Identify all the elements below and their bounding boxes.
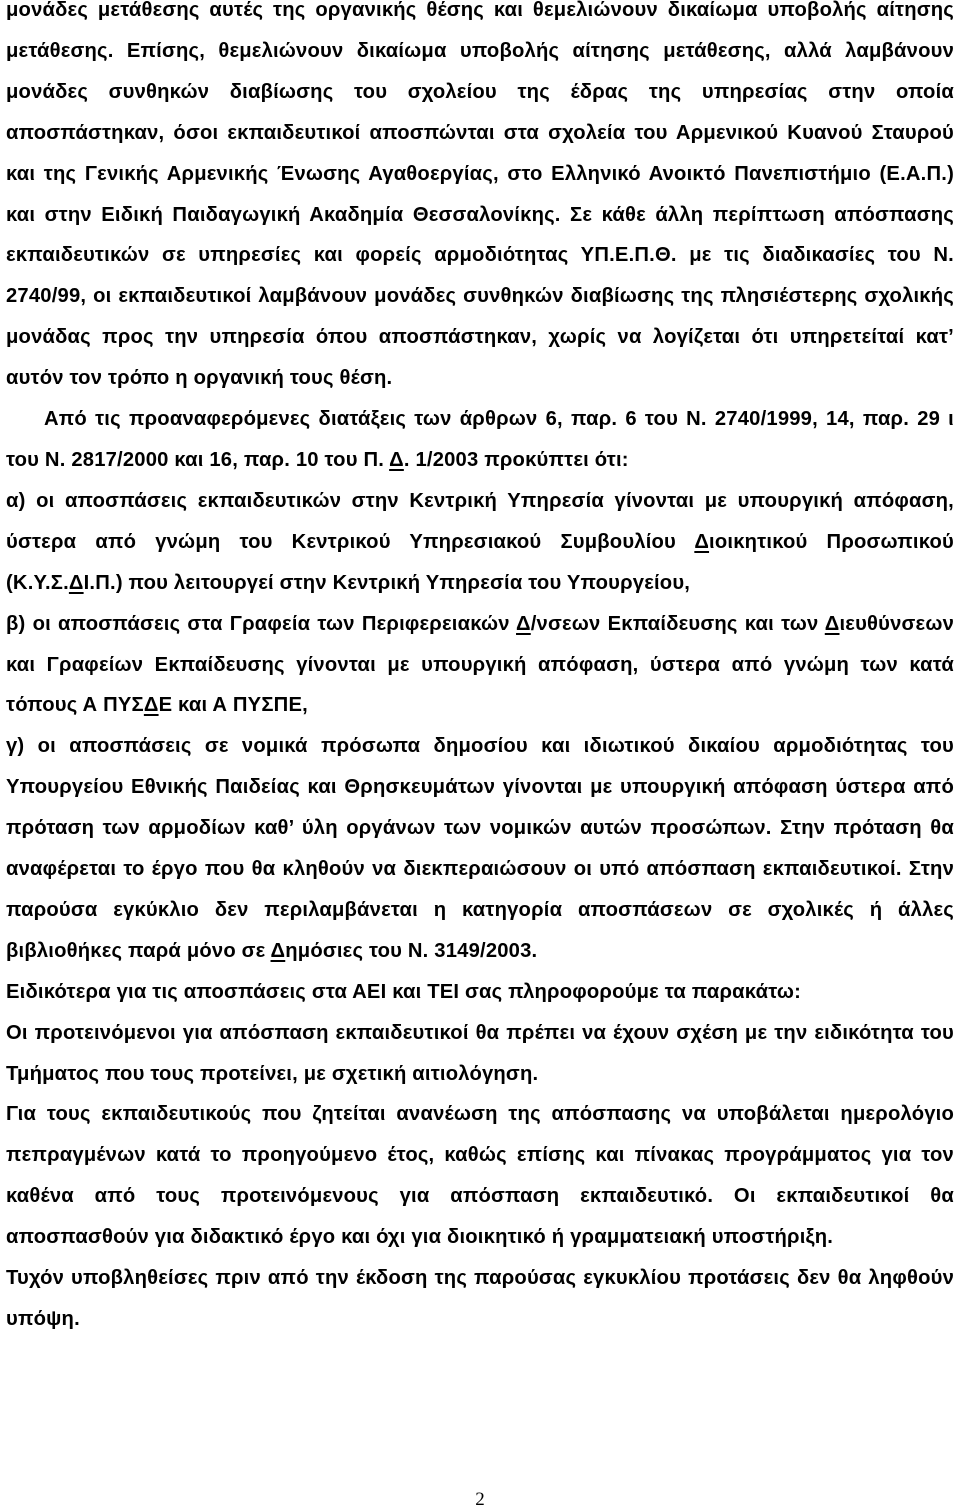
- document-body: [6, 0, 954, 1340]
- paragraph-3-item-a: α) οι αποσπάσεις εκπαιδευτικών στην Κεντρική Υπηρεσία γίνονται με υπουργική απόφαση, ύστερα από γνώμη του Κεντρικού Υπηρεσιακού Συμβουλίου Διοικητικού Προσωπικού (Κ.Υ.Σ.ΔΙ.Π.) που λειτουργεί στην Κεντρική Υπηρεσία του Υπουργείου,: [6, 489, 954, 594]
- paragraph-8: Για τους εκπαιδευτικούς που ζητείται ανανέωση της απόσπασης να υποβάλεται ημερολόγιο πεπραγμένων κατά το προηγούμενο έτος, καθώς επίσης και πίνακας προγράμματος για τον καθένα από τους προτεινόμενους για απόσπαση εκπαιδευτικό. Οι εκπαιδευτικοί θα αποσπασθούν για διδακτικό έργο και όχι για διοικητικό ή γραμματειακή υποστήριξη.: [6, 1103, 954, 1249]
- paragraph-9: Τυχόν υποβληθείσες πριν από την έκδοση της παρούσας εγκυκλίου προτάσεις δεν θα ληφθούν υπόψη.: [6, 1267, 954, 1330]
- paragraph-4-item-b: β) οι αποσπάσεις στα Γραφεία των Περιφερειακών Δ/νσεων Εκπαίδευσης και των Διευθύνσεων και Γραφείων Εκπαίδευσης γίνονται με υπουργική απόφαση, ύστερα από γνώμη των κατά τόπους Α ΠΥΣΔΕ και Α ΠΥΣΠΕ,: [6, 612, 954, 717]
- page-number: 2: [475, 1489, 485, 1510]
- paragraph-5-item-c: γ) οι αποσπάσεις σε νομικά πρόσωπα δημοσίου και ιδιωτικού δικαίου αρμοδιότητας του Υπουργείου Εθνικής Παιδείας και Θρησκευμάτων γίνονται με υπουργική απόφαση ύστερα από πρόταση των αρμοδίων καθ’ ύλη οργάνων των νομικών αυτών προσώπων. Στην πρόταση θα αναφέρεται το έργο που θα κληθούν να διεκπεραιώσουν οι υπό απόσπαση εκπαιδευτικοί. Στην παρούσα εγκύκλιο δεν περιλαμβάνεται η κατηγορία αποσπάσεων σε σχολικές ή άλλες βιβλιοθήκες παρά μόνο σε Δημόσιες του Ν. 3149/2003.: [6, 735, 954, 962]
- paragraph-7: Οι προτεινόμενοι για απόσπαση εκπαιδευτικοί θα πρέπει να έχουν σχέση με την ειδικότητα του Τμήματος που τους προτείνει, με σχετική αιτιολόγηση.: [6, 1021, 954, 1085]
- paragraph-2: Από τις προαναφερόμενες διατάξεις των άρθρων 6, παρ. 6 του Ν. 2740/1999, 14, παρ. 29 ι του Ν. 2817/2000 και 16, παρ. 10 του Π. Δ. 1/2003 προκύπτει ότι:: [6, 408, 954, 471]
- paragraph-6: Ειδικότερα για τις αποσπάσεις στα ΑΕΙ και ΤΕΙ σας πληροφορούμε τα παρακάτω:: [6, 980, 802, 1003]
- paragraph-1: μονάδες μετάθεσης αυτές της οργανικής θέσης και θεμελιώνουν δικαίωμα υποβολής αίτησης μετάθεσης. Επίσης, θεμελιώνουν δικαίωμα υποβολής αίτησης μετάθεσης, αλλά λαμβάνουν μονάδες συνθηκών διαβίωσης του σχολείου της έδρας της υπηρεσίας στην οποία αποσπάστηκαν, όσοι εκπαιδευτικοί αποσπώνται στα σχολεία του Αρμενικού Κυανού Σταυρού και της Γενικής Αρμενικής Ένωσης Αγαθοεργίας, στο Ελληνικό Ανοικτό Πανεπιστήμιο (Ε.Α.Π.) και στην Ειδική Παιδαγωγική Ακαδημία Θεσσαλονίκης. Σε κάθε άλλη περίπτωση απόσπασης εκπαιδευτικών σε υπηρεσίες και φορείς αρμοδιότητας ΥΠ.Ε.Π.Θ. με τις διαδικασίες του Ν. 2740/99, οι εκπαιδευτικοί λαμβάνουν μονάδες συνθηκών διαβίωσης της πλησιέστερης σχολικής μονάδας προς την υπηρεσία όπου αποσπάστηκαν, χωρίς να λογίζεται ότι υπηρετείταί κατ’ αυτόν τον τρόπο η οργανική τους θέση.: [6, 0, 954, 390]
